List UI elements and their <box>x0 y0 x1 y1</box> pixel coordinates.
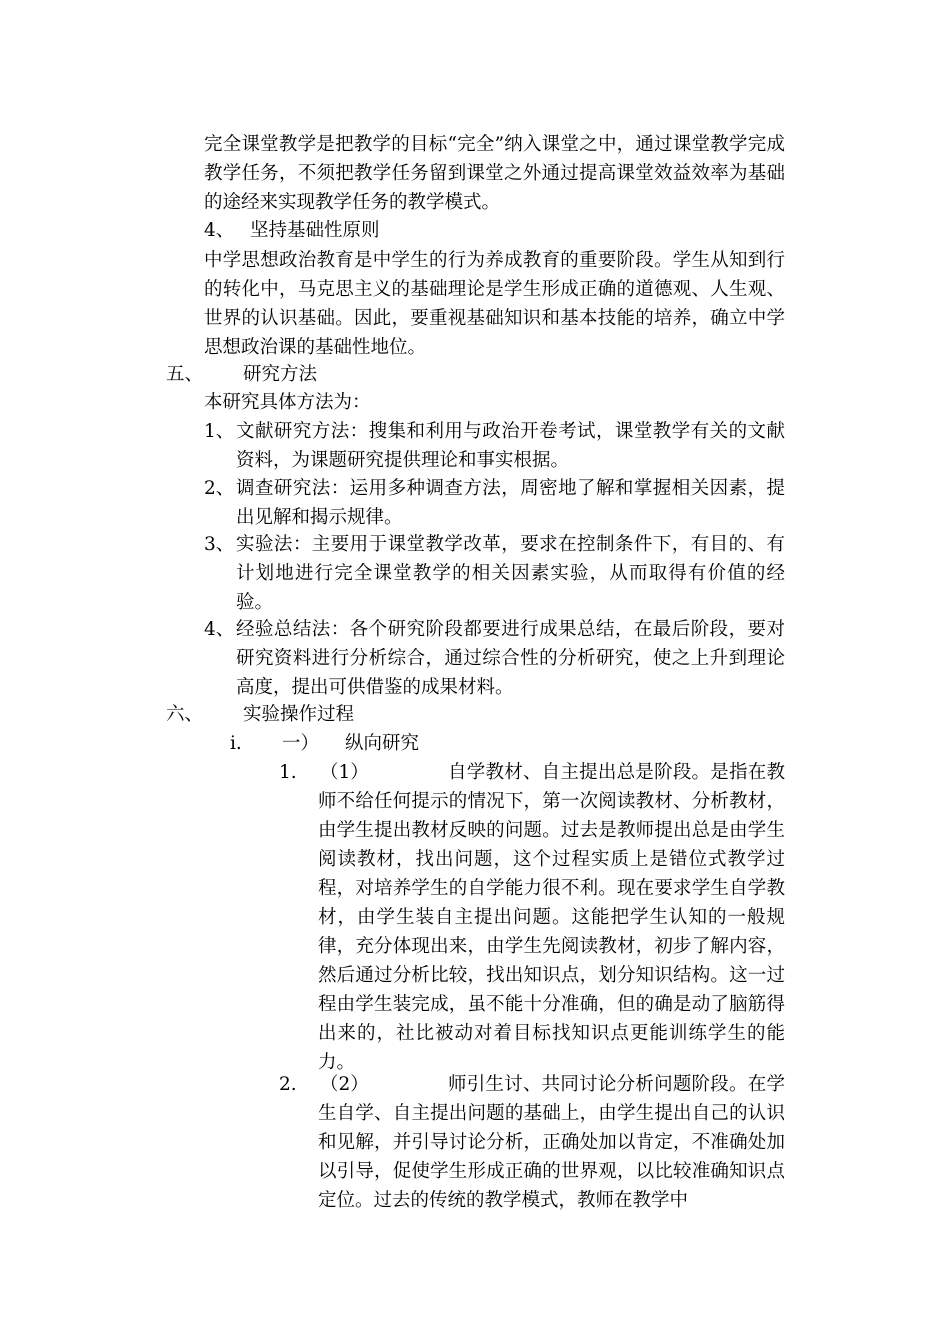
section5-title: 研究方法 <box>243 364 318 385</box>
method-1-number: 1、 <box>204 421 235 442</box>
subsection-title: 纵向研究 <box>345 733 420 754</box>
subsection-label: 一） <box>282 733 320 754</box>
principle4-body-paragraph: 中学思想政治教育是中学生的行为养成教育的重要阶段。学生从知到行的转化中，马克思主义的基础理论是学生形成正确的道德观、人生观、世界的认识基础。因此，要重视基础知识和基本技能的培养，确立中学思想政治课的基础性地位。 <box>204 250 785 358</box>
stage-1-number: 1. <box>279 762 297 783</box>
section4-intro-paragraph: 完全课堂教学是把教学的目标“完全”纳入课堂之中，通过课堂教学完成教学任务，不须把教学任务留到课堂之外通过提高课堂效益效率为基础的途经来实现教学任务的教学模式。 <box>204 134 785 213</box>
stage-2-text: 师引生讨、共同讨论分析问题阶段。在学生自学、自主提出问题的基础上，由学生提出自己的认识和见解，并引导讨论分析，正确处加以肯定，不准确处加以引导，促使学生形成正确的世界观，以比较准确知识点定位。过去的传统的教学模式，教师在教学中 <box>318 1074 785 1211</box>
section5-intro: 本研究具体方法为： <box>204 392 371 413</box>
section6-number: 六、 <box>166 704 204 725</box>
stage-1-text: 自学教材、自主提出总是阶段。是指在教师不给任何提示的情况下，第一次阅读教材、分析教材，由学生提出教材反映的问题。过去是教师提出总是由学生阅读教材，找出问题，这个过程实质上是错位式教学过程，对培养学生的自学能力很不利。现在要求学生自学教材，由学生装自主提出问题。这能把学生认知的一般规律，充分体现出来，由学生先阅读教材，初步了解内容，然后通过分析比较，找出知识点，划分知识结构。这一过程由学生装完成，虽不能十分准确，但的确是动了脑筋得出来的，社比被动对着目标找知识点更能训练学生的能力。 <box>318 762 785 1073</box>
section5-number: 五、 <box>166 364 204 385</box>
method-3-text: 实验法：主要用于课堂教学改革，要求在控制条件下，有目的、有计划地进行完全课堂教学的相关因素实验，从而取得有价值的经验。 <box>236 534 785 613</box>
stage-1-label: （1） <box>320 762 369 783</box>
section6-title: 实验操作过程 <box>243 704 355 725</box>
method-4-number: 4、 <box>204 619 235 640</box>
stage-2-label: （2） <box>320 1074 369 1095</box>
subsection-roman: i. <box>230 733 242 754</box>
method-2-number: 2、 <box>204 478 235 499</box>
method-3-number: 3、 <box>204 534 235 555</box>
stage-2-number: 2. <box>279 1074 297 1095</box>
method-2-text: 调查研究法：运用多种调查方法，周密地了解和掌握相关因素，提出见解和揭示规律。 <box>236 478 785 528</box>
principle4-title: 坚持基础性原则 <box>250 220 380 241</box>
method-4-text: 经验总结法：各个研究阶段都要进行成果总结，在最后阶段，要对研究资料进行分析综合，通过综合性的分析研究，使之上升到理论高度，提出可供借鉴的成果材料。 <box>236 619 785 698</box>
method-1-text: 文献研究方法：搜集和利用与政治开卷考试，课堂教学有关的文献资料，为课题研究提供理论和事实根据。 <box>236 421 785 471</box>
principle4-number: 4、 <box>204 220 235 241</box>
